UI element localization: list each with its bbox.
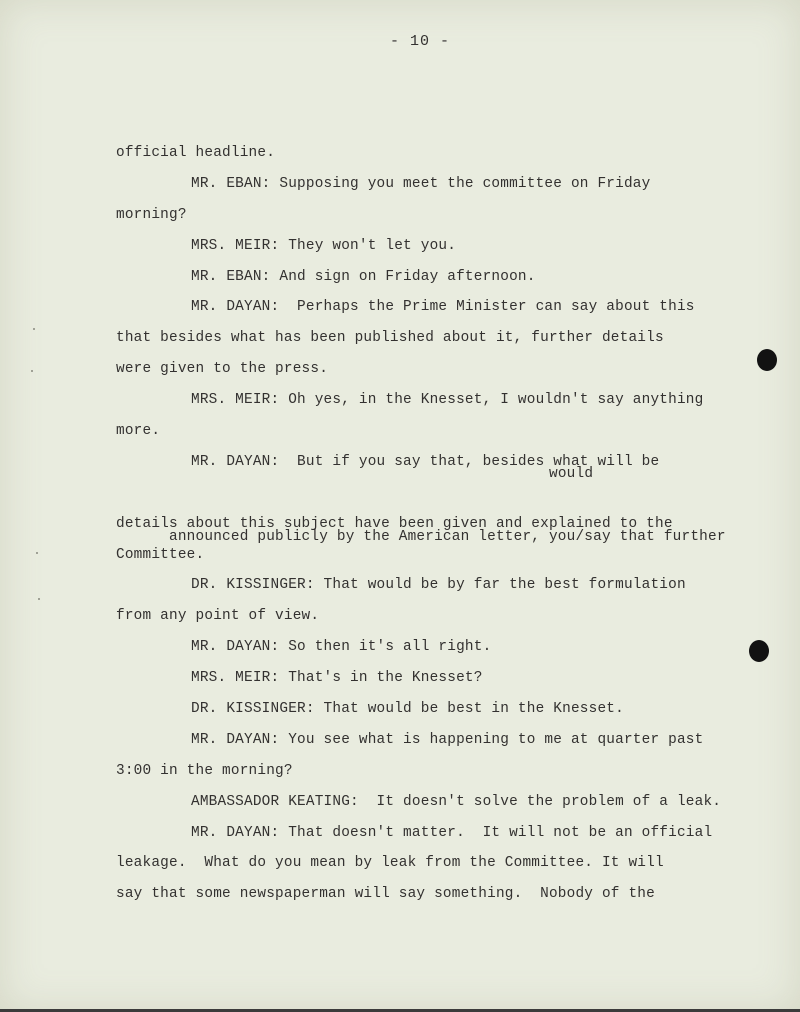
transcript-line: morning? [116, 206, 187, 223]
punch-hole [757, 349, 777, 371]
transcript-line: MR. DAYAN: Perhaps the Prime Minister can say about this [191, 299, 695, 316]
transcript-line: MR. DAYAN: So then it's all right. [191, 639, 492, 656]
paper-speck [38, 598, 40, 600]
transcript-line: MR. EBAN: And sign on Friday afternoon. [191, 268, 536, 285]
paper-speck [36, 552, 38, 554]
transcript-line: more. [116, 423, 161, 440]
interlinear-insertion: would [549, 465, 594, 482]
paper-speck [31, 370, 33, 372]
transcript-line: leakage. What do you mean by leak from the Committee. It will [116, 855, 664, 872]
paper-speck [33, 328, 35, 330]
transcript-line: that besides what has been published about it, further details [116, 330, 664, 347]
transcript-line: MRS. MEIR: Oh yes, in the Knesset, I wouldn't say anything [191, 392, 704, 409]
transcript-line: details about this subject have been given and explained to the [116, 515, 673, 532]
page-number: - 10 - [389, 33, 450, 50]
transcript-line: DR. KISSINGER: That would be best in the Knesset. [191, 701, 624, 718]
transcript-body [116, 142, 766, 914]
transcript-line: DR. KISSINGER: That would be by far the best formulation [191, 577, 686, 594]
transcript-line: Committee. [116, 546, 205, 563]
transcript-line: MR. EBAN: Supposing you meet the committee on Friday [191, 175, 651, 192]
transcript-line: MR. DAYAN: But if you say that, besides what will be [191, 453, 660, 470]
transcript-line-text: announced publicly by the American letter, you/say that further [169, 528, 726, 545]
transcript-line: MRS. MEIR: That's in the Knesset? [191, 670, 483, 687]
transcript-line: official headline. [116, 145, 276, 161]
transcript-line: MR. DAYAN: That doesn't matter. It will not be an official [191, 824, 713, 841]
transcript-line: MR. DAYAN: You see what is happening to me at quarter past [191, 731, 704, 748]
transcript-line: 3:00 in the morning? [116, 762, 293, 779]
transcript-line: AMBASSADOR KEATING: It doesn't solve the problem of a leak. [191, 793, 722, 810]
punch-hole [749, 640, 769, 662]
transcript-line: from any point of view. [116, 608, 320, 625]
transcript-line: were given to the press. [116, 361, 329, 378]
transcript-line: say that some newspaperman will say something. Nobody of the [116, 886, 655, 903]
transcript-line: MRS. MEIR: They won't let you. [191, 237, 457, 254]
